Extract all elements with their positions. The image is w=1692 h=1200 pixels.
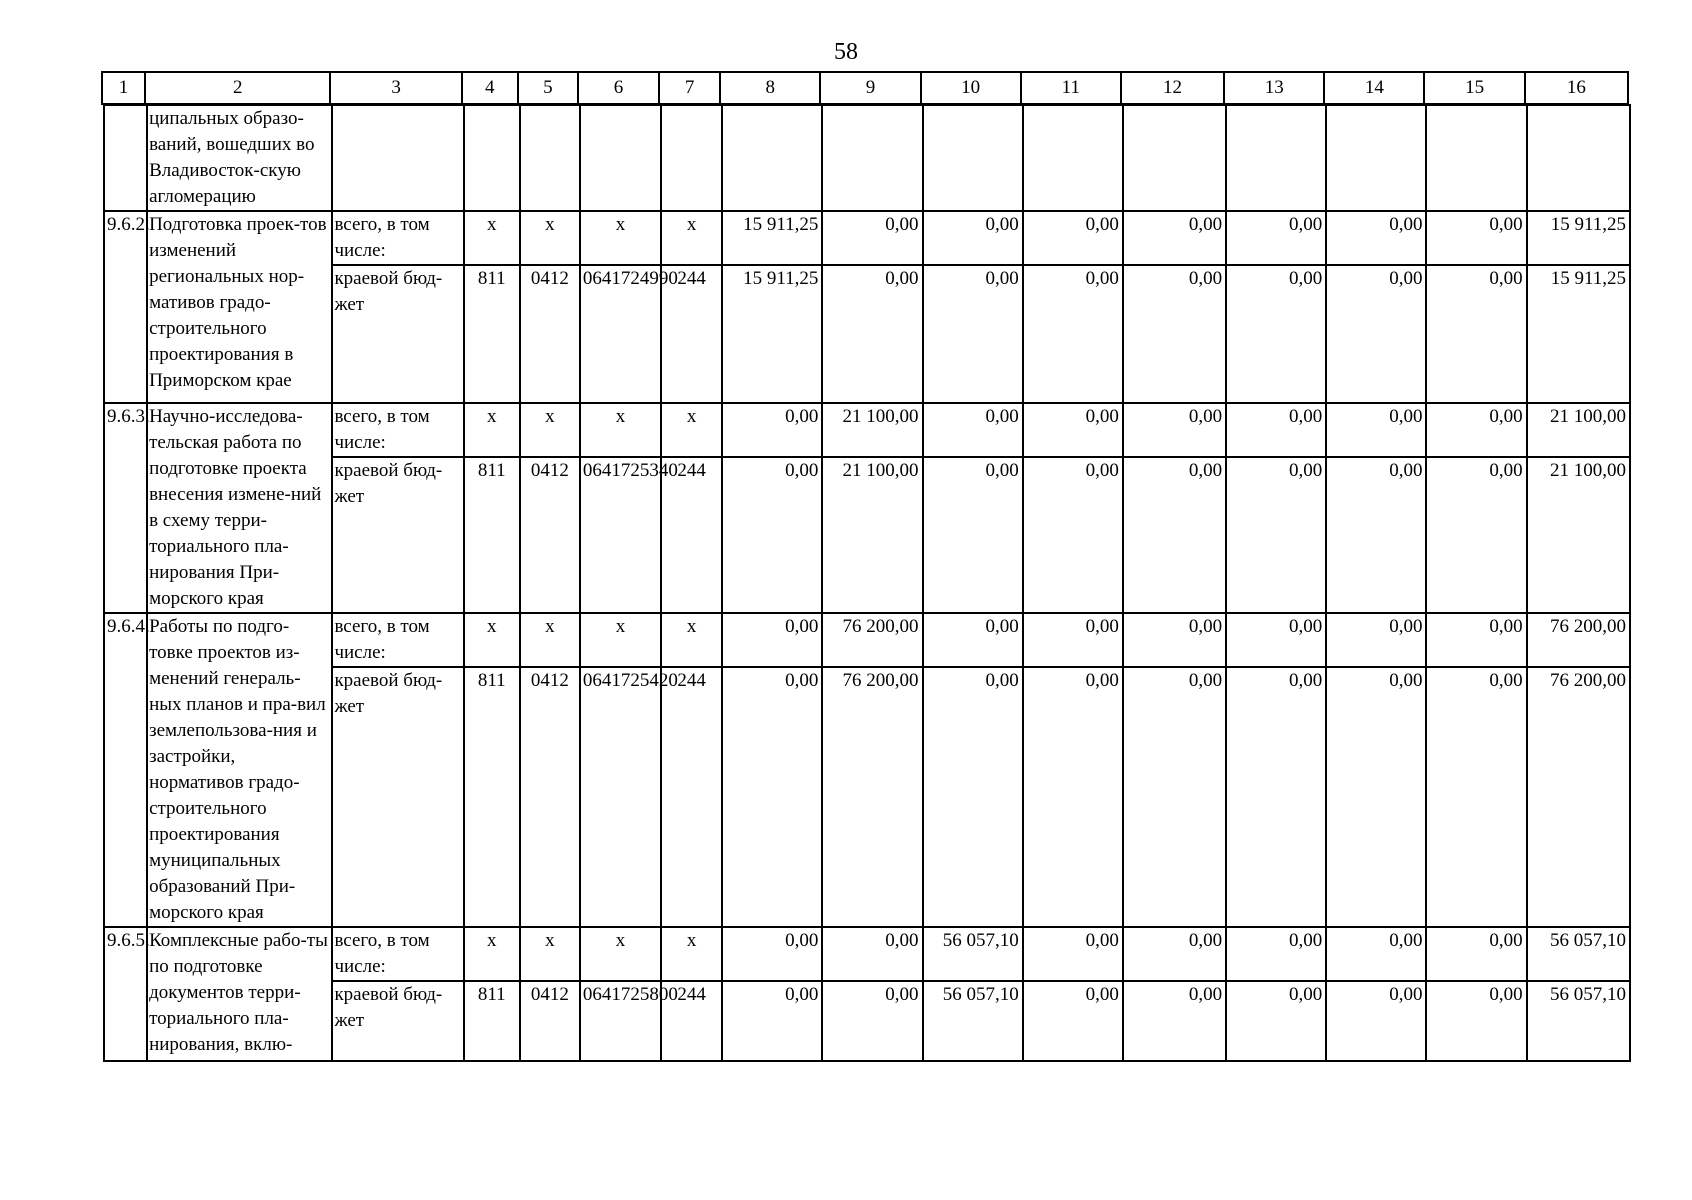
empty-cell	[1426, 105, 1526, 211]
amount-cell: 21 100,00	[822, 457, 922, 613]
amount-cell: 0,00	[1226, 981, 1326, 1061]
amount-cell: 15 911,25	[722, 211, 822, 265]
column-header-cell: 9	[820, 72, 920, 104]
empty-cell	[661, 105, 722, 211]
table-row-budget	[104, 981, 1630, 1061]
amount-cell: 0,00	[1023, 265, 1123, 403]
amount-cell: 0,00	[1023, 211, 1123, 265]
amount-cell: 0,00	[1123, 403, 1226, 457]
column-header-cell: 14	[1324, 72, 1424, 104]
funding-type-total: всего, в том числе:	[332, 211, 463, 265]
amount-cell: 76 200,00	[1527, 667, 1630, 927]
continuation-description: ципальных образо-ваний, вошедших во Владивосток-скую агломерацию	[147, 105, 332, 211]
table-row-total	[104, 927, 1630, 981]
amount-cell: 76 200,00	[1527, 613, 1630, 667]
funding-type-total: всего, в том числе:	[332, 613, 463, 667]
amount-cell: 0,00	[822, 265, 922, 403]
funding-type-budget: краевой бюд-жет	[332, 981, 463, 1061]
amount-cell: 0,00	[1123, 211, 1226, 265]
code-cell: 811	[464, 457, 520, 613]
column-number-header	[101, 71, 1629, 105]
column-header-cell: 3	[330, 72, 461, 104]
amount-cell: 76 200,00	[822, 667, 922, 927]
amount-cell: 0,00	[1023, 981, 1123, 1061]
amount-cell: 0,00	[822, 211, 922, 265]
column-header-cell: 15	[1424, 72, 1524, 104]
amount-cell: 0,00	[1123, 981, 1226, 1061]
code-cell: 244	[661, 981, 722, 1061]
code-cell: х	[661, 211, 722, 265]
amount-cell: 0,00	[1226, 265, 1326, 403]
column-header-cell: 1	[102, 72, 145, 104]
code-cell: 0641725420	[580, 667, 661, 927]
amount-cell: 0,00	[1123, 613, 1226, 667]
funding-type-budget: краевой бюд-жет	[332, 667, 463, 927]
column-header-cell: 11	[1021, 72, 1121, 104]
table-row-total	[104, 211, 1630, 265]
code-cell: х	[580, 613, 661, 667]
code-cell: 0412	[520, 457, 580, 613]
amount-cell: 0,00	[722, 981, 822, 1061]
empty-cell	[1527, 105, 1630, 211]
amount-cell: 0,00	[1226, 403, 1326, 457]
amount-cell: 0,00	[1023, 457, 1123, 613]
code-cell: 811	[464, 981, 520, 1061]
amount-cell: 0,00	[923, 667, 1023, 927]
column-header-cell: 7	[659, 72, 720, 104]
code-cell: х	[580, 927, 661, 981]
amount-cell: 15 911,25	[1527, 211, 1630, 265]
amount-cell: 15 911,25	[1527, 265, 1630, 403]
amount-cell: 0,00	[1226, 211, 1326, 265]
table-row-budget	[104, 457, 1630, 613]
empty-cell	[332, 105, 463, 211]
empty-cell	[1023, 105, 1123, 211]
code-cell: х	[464, 211, 520, 265]
continuation-row	[104, 105, 1630, 211]
table-row-total	[104, 403, 1630, 457]
item-number: 9.6.4.	[104, 613, 147, 927]
amount-cell: 0,00	[1226, 667, 1326, 927]
amount-cell: 0,00	[1426, 981, 1526, 1061]
amount-cell: 0,00	[822, 981, 922, 1061]
amount-cell: 0,00	[1326, 457, 1426, 613]
column-header-cell: 5	[518, 72, 578, 104]
column-header-cell: 8	[720, 72, 820, 104]
empty-cell	[520, 105, 580, 211]
code-cell: х	[520, 613, 580, 667]
column-header-cell: 6	[578, 72, 659, 104]
code-cell: 244	[661, 265, 722, 403]
amount-cell: 56 057,10	[1527, 981, 1630, 1061]
empty-cell	[1326, 105, 1426, 211]
amount-cell: 0,00	[722, 667, 822, 927]
item-description: Комплексные рабо-ты по подготовке документов терри-ториального пла-нирования, вклю-	[147, 927, 332, 1061]
amount-cell: 0,00	[1326, 981, 1426, 1061]
column-header-cell: 12	[1121, 72, 1224, 104]
empty-cell	[464, 105, 520, 211]
amount-cell: 0,00	[1123, 667, 1226, 927]
column-header-cell: 4	[462, 72, 518, 104]
code-cell: 0412	[520, 981, 580, 1061]
table-row-total	[104, 613, 1630, 667]
amount-cell: 21 100,00	[1527, 403, 1630, 457]
column-header-cell: 10	[921, 72, 1021, 104]
item-number: 9.6.2.	[104, 211, 147, 403]
amount-cell: 0,00	[1426, 613, 1526, 667]
amount-cell: 0,00	[1426, 403, 1526, 457]
amount-cell: 0,00	[1326, 265, 1426, 403]
amount-cell: 0,00	[822, 927, 922, 981]
amount-cell: 15 911,25	[722, 265, 822, 403]
amount-cell: 0,00	[1226, 927, 1326, 981]
empty-cell	[722, 105, 822, 211]
column-header-cell: 2	[145, 72, 330, 104]
code-cell: х	[580, 403, 661, 457]
code-cell: х	[661, 927, 722, 981]
amount-cell: 21 100,00	[1527, 457, 1630, 613]
amount-cell: 0,00	[1023, 403, 1123, 457]
empty-cell	[822, 105, 922, 211]
amount-cell: 0,00	[1123, 265, 1226, 403]
amount-cell: 56 057,10	[923, 981, 1023, 1061]
amount-cell: 0,00	[1426, 667, 1526, 927]
amount-cell: 0,00	[1226, 613, 1326, 667]
funding-type-budget: краевой бюд-жет	[332, 457, 463, 613]
code-cell: 0641725340	[580, 457, 661, 613]
code-cell: 244	[661, 667, 722, 927]
item-number: 9.6.5.	[104, 927, 147, 1061]
empty-cell	[1226, 105, 1326, 211]
table-row-budget	[104, 667, 1630, 927]
amount-cell: 0,00	[1326, 211, 1426, 265]
amount-cell: 0,00	[1226, 457, 1326, 613]
amount-cell: 0,00	[923, 457, 1023, 613]
header-row	[102, 72, 1628, 104]
table-body	[104, 105, 1630, 1061]
funding-type-total: всего, в том числе:	[332, 927, 463, 981]
code-cell: 811	[464, 265, 520, 403]
code-cell: 0412	[520, 265, 580, 403]
code-cell: 0641724990	[580, 265, 661, 403]
code-cell: 811	[464, 667, 520, 927]
item-description: Подготовка проек-тов изменений региональных нор-мативов градо-строительного проектирования в Приморском крае	[147, 211, 332, 403]
amount-cell: 0,00	[722, 457, 822, 613]
amount-cell: 0,00	[1023, 613, 1123, 667]
code-cell: 0412	[520, 667, 580, 927]
code-cell: 0641725800	[580, 981, 661, 1061]
code-cell: х	[464, 927, 520, 981]
amount-cell: 56 057,10	[923, 927, 1023, 981]
funding-type-total: всего, в том числе:	[332, 403, 463, 457]
amount-cell: 0,00	[1426, 927, 1526, 981]
amount-cell: 21 100,00	[822, 403, 922, 457]
amount-cell: 0,00	[923, 211, 1023, 265]
amount-cell: 0,00	[1426, 457, 1526, 613]
amount-cell: 0,00	[722, 613, 822, 667]
amount-cell: 0,00	[1023, 667, 1123, 927]
column-header-cell: 13	[1224, 72, 1324, 104]
table-row-budget	[104, 265, 1630, 403]
amount-cell: 0,00	[722, 927, 822, 981]
amount-cell: 0,00	[1426, 265, 1526, 403]
amount-cell: 0,00	[923, 403, 1023, 457]
code-cell: х	[661, 403, 722, 457]
amount-cell: 0,00	[1123, 927, 1226, 981]
code-cell: х	[520, 927, 580, 981]
amount-cell: 56 057,10	[1527, 927, 1630, 981]
amount-cell: 76 200,00	[822, 613, 922, 667]
amount-cell: 0,00	[1023, 927, 1123, 981]
code-cell: х	[464, 613, 520, 667]
amount-cell: 0,00	[1326, 927, 1426, 981]
amount-cell: 0,00	[1426, 211, 1526, 265]
amount-cell: 0,00	[1326, 613, 1426, 667]
code-cell: х	[464, 403, 520, 457]
amount-cell: 0,00	[1123, 457, 1226, 613]
amount-cell: 0,00	[1326, 667, 1426, 927]
code-cell: х	[661, 613, 722, 667]
empty-cell	[580, 105, 661, 211]
item-description: Научно-исследова-тельская работа по подготовке проекта внесения измене-ний в схему терри-ториального пла-нирования При-морского края	[147, 403, 332, 613]
empty-cell	[923, 105, 1023, 211]
amount-cell: 0,00	[923, 613, 1023, 667]
page-number: 58	[834, 39, 858, 65]
amount-cell: 0,00	[722, 403, 822, 457]
column-header-cell: 16	[1525, 72, 1628, 104]
item-description: Работы по подго-товке проектов из-менений генераль-ных планов и пра-вил землепользова-ния и застройки, нормативов градо-строительного проектирования муниципальных образований При-морского края	[147, 613, 332, 927]
code-cell: х	[520, 403, 580, 457]
code-cell: х	[580, 211, 661, 265]
funding-type-budget: краевой бюд-жет	[332, 265, 463, 403]
code-cell: 244	[661, 457, 722, 613]
budget-table	[103, 104, 1631, 1062]
item-number: 9.6.3.	[104, 403, 147, 613]
empty-cell	[1123, 105, 1226, 211]
amount-cell: 0,00	[923, 265, 1023, 403]
code-cell: х	[520, 211, 580, 265]
continuation-number-cell	[104, 105, 147, 211]
amount-cell: 0,00	[1326, 403, 1426, 457]
